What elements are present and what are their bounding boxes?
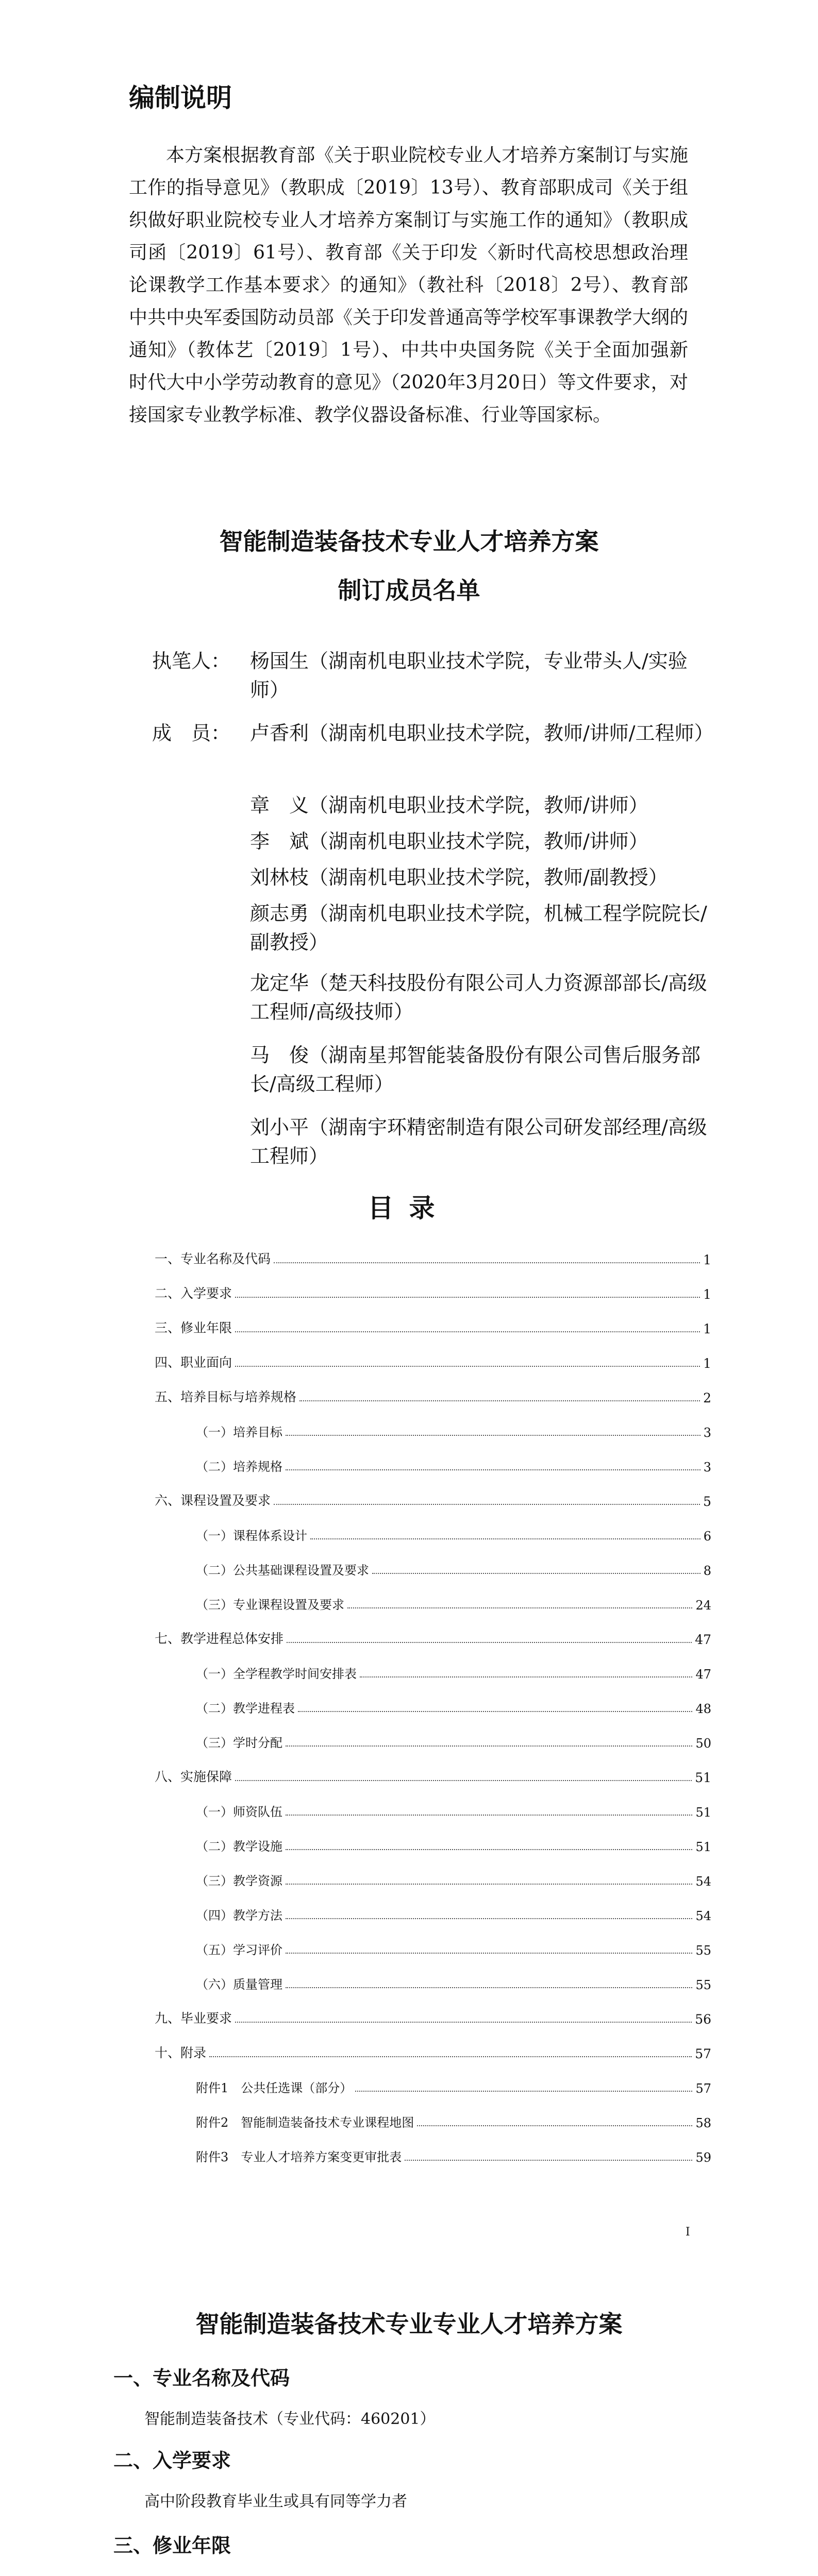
toc-entry-page: 47 [695, 1667, 711, 1682]
toc-entry-title: （二）教学进程表 [196, 1701, 295, 1716]
toc-entry[interactable] [155, 2144, 711, 2165]
toc-entry-title: 九、毕业要求 [155, 2011, 232, 2026]
toc-entry-title: （五）学习评价 [196, 1943, 282, 1957]
section-body: 智能制造装备技术（专业代码：460201） [144, 2410, 436, 2428]
member-item: 章 义（湖南机电职业技术学院，教师/讲师） [250, 794, 648, 817]
toc-entry-page: 47 [695, 1632, 711, 1647]
toc-entry[interactable] [155, 2110, 711, 2130]
toc-entry-page: 3 [703, 1426, 711, 1440]
member-item: 颜志勇（湖南机电职业技术学院，机械工程学院院长/副教授） [250, 902, 707, 954]
toc-leader-dots [286, 1884, 692, 1885]
toc-entry-page: 2 [703, 1391, 711, 1405]
toc-leader-dots [235, 1366, 700, 1367]
toc-entry-title: 六、课程设置及要求 [155, 1493, 271, 1508]
page-one [0, 2251, 818, 2576]
toc-entry-page: 54 [695, 1874, 711, 1889]
toc-leader-dots [209, 2056, 692, 2057]
toc-entry-page: 57 [695, 2081, 711, 2096]
toc-leader-dots [286, 1435, 700, 1436]
toc-leader-dots [286, 1953, 692, 1954]
toc-entry-title: （一）全学程教学时间安排表 [196, 1667, 357, 1681]
toc-entry-title: （四）教学方法 [196, 1908, 282, 1923]
members-label: 成 员： [152, 722, 231, 744]
toc-entry-page: 5 [703, 1494, 711, 1509]
toc-entry-title: 十、附录 [155, 2045, 207, 2060]
toc-entry[interactable] [155, 1385, 711, 1405]
member-item: 卢香利（湖南机电职业技术学院，教师/讲师/工程师） [250, 722, 714, 744]
toc-entry[interactable] [155, 1523, 711, 1544]
toc-entry[interactable] [155, 1281, 711, 1302]
toc-entry-title: 四、职业面向 [155, 1355, 232, 1370]
page-number: I [686, 2226, 690, 2239]
plan-title: 智能制造装备技术专业人才培养方案 [219, 528, 599, 555]
toc-leader-dots [405, 2160, 692, 2161]
toc-leader-dots [287, 1642, 692, 1643]
compilation-notes-body: 本方案根据教育部《关于职业院校专业人才培养方案制订与实施工作的指导意见》（教职成〔2019〕13号）、教育部职成司《关于组织做好职业院校专业人才培养方案制订与实施工作的通知》（教职成司函〔2019〕61号）、教育部《关于印发〈新时代高校思想政治理论课教学工作基本要求〉的通知》（教社科〔2018〕2号）、教育部中共中央军委国防动员部《关于印发普通高等学校军事课教学大纲的通知》（教体艺〔2019〕1号）、中共中央国务院《关于全面加强新时代大中小学劳动教育的意见》（2020年3月20日）等文件要求，对接国家专业教学标准、教学仪器设备标准、行业等国家标。 [129, 145, 688, 426]
section-heading: 一、专业名称及代码 [113, 2367, 290, 2389]
toc-entry-title: （一）培养目标 [196, 1425, 282, 1439]
toc-entry-title: 三、修业年限 [155, 1320, 232, 1335]
member-item: 龙定华（楚天科技股份有限公司人力资源部部长/高级工程师/高级技师） [250, 972, 707, 1023]
toc-leader-dots [235, 1297, 700, 1298]
toc-leader-dots [298, 1711, 692, 1712]
toc-entry-page: 6 [703, 1529, 711, 1544]
toc-entry-page: 1 [703, 1321, 711, 1336]
toc-leader-dots [310, 1538, 700, 1539]
toc-entry[interactable] [155, 1696, 711, 1716]
writer-text: 杨国生（湖南机电职业技术学院，专业带头人/实验师） [250, 650, 688, 701]
toc-entry-title: 附件2 智能制造装备技术专业课程地图 [196, 2115, 414, 2130]
toc-entry[interactable] [155, 1592, 711, 1613]
toc-entry-page: 48 [695, 1702, 711, 1716]
toc-entry-page: 57 [695, 2046, 711, 2061]
toc-entry[interactable] [155, 1626, 711, 1647]
toc-entry[interactable] [155, 1247, 711, 1267]
toc-leader-dots [235, 1331, 700, 1332]
toc-entry-title: （六）质量管理 [196, 1977, 282, 1992]
toc-entry[interactable] [155, 1834, 711, 1854]
toc-entry-page: 58 [695, 2116, 711, 2130]
toc-entry[interactable] [155, 1661, 711, 1682]
section-heading: 三、修业年限 [113, 2534, 231, 2557]
toc-entry[interactable] [155, 1557, 711, 1578]
toc-entry-page: 55 [695, 1943, 711, 1958]
toc-entry[interactable] [155, 2006, 711, 2027]
toc-entry-title: 附件1 公共任选课（部分） [196, 2081, 353, 2095]
toc-entry[interactable] [155, 2041, 711, 2061]
toc-leader-dots [286, 1987, 692, 1988]
toc-entry[interactable] [155, 1454, 711, 1475]
toc-entry[interactable] [155, 2075, 711, 2096]
section-body: 高中阶段教育毕业生或具有同等学力者 [144, 2493, 407, 2511]
toc-entry[interactable] [155, 1350, 711, 1371]
toc-entry-page: 1 [703, 1287, 711, 1302]
toc-title: 目录 [368, 1193, 450, 1223]
toc-entry-page: 8 [703, 1564, 711, 1578]
toc-entry-title: 二、入学要求 [155, 1286, 232, 1301]
toc-entry[interactable] [155, 1419, 711, 1440]
member-item: 刘小平（湖南宇环精密制造有限公司研发部经理/高级工程师） [250, 1116, 707, 1167]
toc-entry-page: 54 [695, 1909, 711, 1923]
toc-entry-title: （二）公共基础课程设置及要求 [196, 1563, 369, 1578]
toc-leader-dots [360, 1676, 692, 1677]
toc-entry-title: 一、专业名称及代码 [155, 1251, 271, 1266]
toc-leader-dots [299, 1400, 700, 1401]
toc-entry-page: 51 [695, 1770, 711, 1785]
toc-entry[interactable] [155, 1903, 711, 1923]
toc-entry-title: （三）学时分配 [196, 1736, 282, 1750]
toc-leader-dots [286, 1815, 692, 1816]
toc-entry-title: （三）教学资源 [196, 1874, 282, 1888]
toc-leader-dots [372, 1573, 700, 1574]
toc-entry-title: （一）课程体系设计 [196, 1529, 307, 1543]
section-body [144, 2573, 210, 2576]
toc-entry-title: （二）教学设施 [196, 1839, 282, 1854]
toc-leader-dots [235, 2022, 692, 2023]
toc-entry-page: 3 [703, 1460, 711, 1475]
compilation-notes-heading: 编制说明 [129, 83, 232, 113]
toc-entry[interactable] [155, 1972, 711, 1992]
toc-leader-dots [286, 1849, 692, 1850]
toc-entry[interactable] [155, 1765, 711, 1785]
toc-entry-title: （一）师资队伍 [196, 1805, 282, 1819]
toc-entry-page: 55 [695, 1978, 711, 1992]
toc-leader-dots [347, 1607, 692, 1608]
section-heading: 二、入学要求 [113, 2449, 231, 2472]
toc-entry-page: 51 [695, 1805, 711, 1820]
toc-entry-page: 56 [695, 2012, 711, 2027]
toc-entry-title: 五、培养目标与培养规格 [155, 1389, 297, 1404]
toc-entry[interactable] [155, 1316, 711, 1336]
member-item: 李 斌（湖南机电职业技术学院，教师/讲师） [250, 830, 648, 853]
toc-leader-dots [274, 1504, 700, 1505]
toc-entry-page: 59 [695, 2150, 711, 2165]
toc-entry-title: 七、教学进程总体安排 [155, 1631, 284, 1646]
toc-entry-title: 附件3 专业人才培养方案变更审批表 [196, 2150, 402, 2164]
toc-entry-page: 1 [703, 1252, 711, 1267]
toc-entry-title: 八、实施保障 [155, 1769, 232, 1784]
document-title: 智能制造装备技术专业专业人才培养方案 [195, 2310, 623, 2338]
toc-entry-title: （三）专业课程设置及要求 [196, 1598, 344, 1612]
toc-entry[interactable] [155, 1799, 711, 1820]
toc-entry-page: 50 [695, 1736, 711, 1751]
toc-entry-page: 51 [695, 1840, 711, 1854]
toc-entry[interactable] [155, 1730, 711, 1751]
toc-leader-dots [286, 1469, 700, 1470]
roster-title: 制订成员名单 [338, 577, 480, 604]
toc-leader-dots [286, 1918, 692, 1919]
toc-leader-dots [274, 1262, 700, 1263]
toc-leader-dots [417, 2125, 692, 2126]
toc-leader-dots [235, 1780, 692, 1781]
toc-leader-dots [286, 1745, 692, 1747]
toc-entry-page: 24 [695, 1598, 711, 1613]
toc-entry[interactable] [155, 1937, 711, 1958]
toc-leader-dots [355, 2091, 692, 2092]
member-item: 马 俊（湖南星邦智能装备股份有限公司售后服务部长/高级工程师） [250, 1044, 701, 1095]
writer-row [152, 647, 719, 708]
members-row-1 [152, 719, 719, 781]
toc-entry[interactable] [155, 1868, 711, 1889]
toc-entry-page: 1 [703, 1356, 711, 1371]
toc-entry-title: （二）培养规格 [196, 1460, 282, 1474]
toc-entry[interactable] [155, 1488, 711, 1509]
writer-label: 执笔人： [152, 650, 231, 672]
member-item: 刘林枝（湖南机电职业技术学院，教师/副教授） [250, 866, 668, 889]
